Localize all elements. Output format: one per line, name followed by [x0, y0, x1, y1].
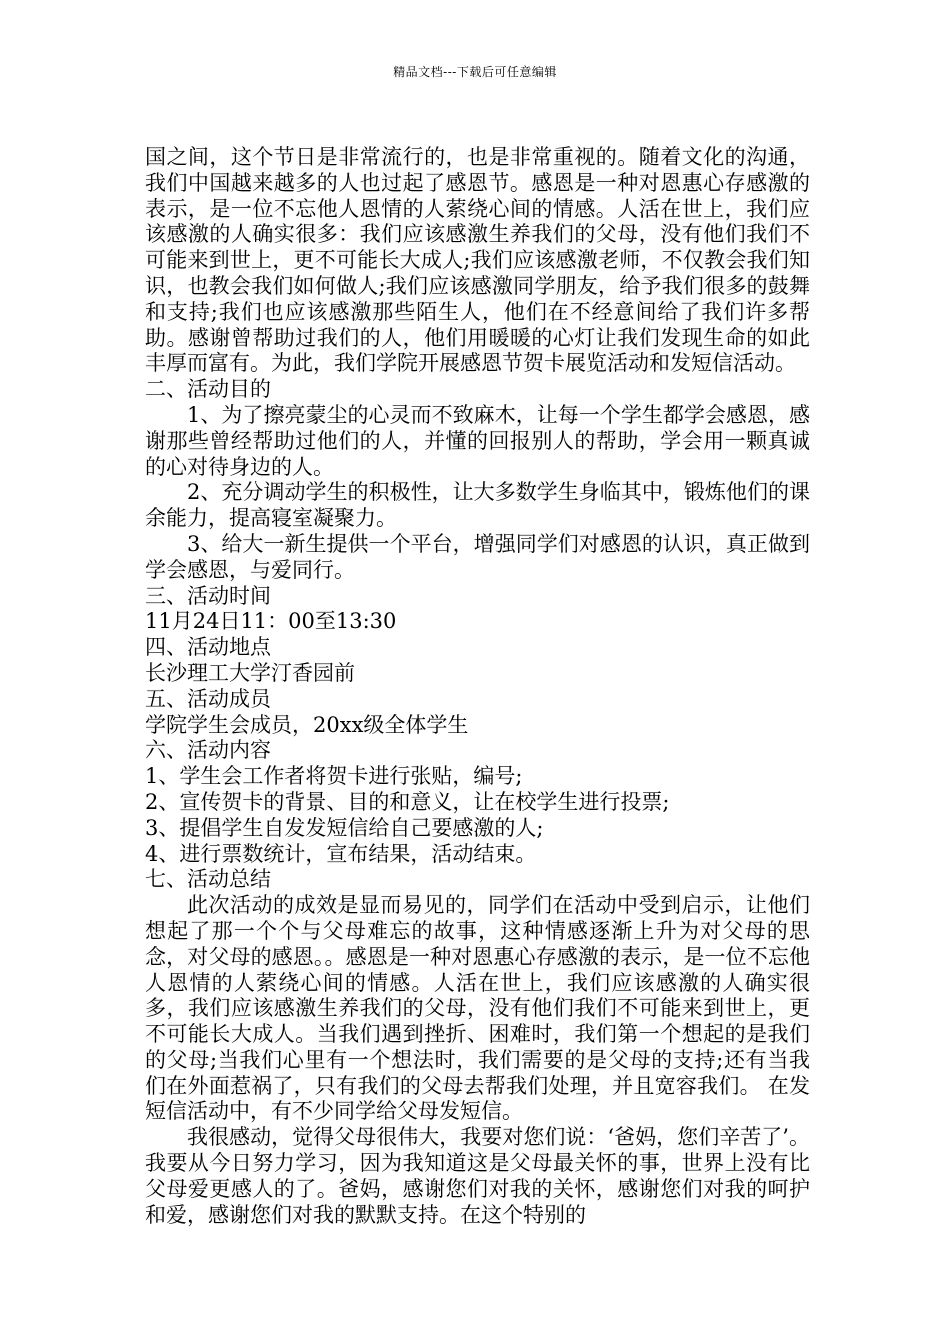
intro-paragraph: 国之间，这个节日是非常流行的，也是非常重视的。随着文化的沟通，我们中国越来越多的人也过起了感恩节。感恩是一种对恩惠心存感激的表示，是一位不忘他人恩情的人萦绕心间的情感。人活在世上，我们应该感激的人确实很多：我们应该感激生养我们的父母，没有他们我们不可能来到世上，更不可能长大成人;我们应该感激老师，不仅教会我们知识，也教会我们如何做人;我们应该感激同学朋友，给予我们很多的鼓舞和支持;我们也应该感激那些陌生人，他们在不经意间给了我们许多帮助。感谢曾帮助过我们的人，他们用暖暖的心灯让我们发现生命的如此丰厚而富有。为此，我们学院开展感恩节贺卡展览活动和发短信活动。 [145, 145, 810, 376]
activity-members: 学院学生会成员，20xx级全体学生 [145, 712, 469, 737]
summary-paragraph-2: 我很感动，觉得父母很伟大，我要对您们说：‘爸妈，您们辛苦了’。我要从今日努力学习，因为我知道这是父母最关怀的事，世界上没有比父母爱更感人的了。爸妈，感谢您们对我的关怀，感谢您们对我的呵护和爱，感谢您们对我的默默支持。在这个特别的 [145, 1125, 810, 1227]
content-item-1: 1、学生会工作者将贺卡进行张贴，编号; [145, 764, 523, 789]
section-heading-purpose: 二、活动目的 [145, 377, 271, 402]
activity-location: 长沙理工大学汀香园前 [145, 660, 355, 685]
purpose-paragraph-2: 2、充分调动学生的积极性，让大多数学生身临其中，锻炼他们的课余能力，提高寝室凝聚力。 [145, 480, 810, 531]
content-item-2: 2、宣传贺卡的背景、目的和意义，让在校学生进行投票; [145, 789, 670, 814]
content-item-4: 4、进行票数统计，宣布结果，活动结束。 [145, 841, 537, 866]
section-heading-content: 六、活动内容 [145, 738, 271, 763]
section-heading-members: 五、活动成员 [145, 686, 271, 711]
activity-time: 11月24日11：00至13:30 [145, 609, 397, 634]
purpose-paragraph-1: 1、为了擦亮蒙尘的心灵而不致麻木，让每一个学生都学会感恩，感谢那些曾经帮助过他们的人，并懂的回报别人的帮助，学会用一颗真诚的心对待身边的人。 [145, 402, 810, 479]
document-body [145, 145, 810, 1228]
summary-paragraph-1: 此次活动的成效是显而易见的，同学们在活动中受到启示，让他们想起了那一个个与父母难忘的故事，这种情感逐渐上升为对父母的思念，对父母的感恩。。感恩是一种对恩惠心存感激的表示，是一位不忘他人恩情的人萦绕心间的情感。人活在世上，我们应该感激的人确实很多，我们应该感激生养我们的父母，没有他们我们不可能来到世上，更不可能长大成人。当我们遇到挫折、困难时，我们第一个想起的是我们的父母;当我们心里有一个想法时，我们需要的是父母的支持;还有当我们在外面惹祸了，只有我们的父母去帮我们处理，并且宽容我们。 在发短信活动中，有不少同学给父母发短信。 [145, 893, 810, 1124]
purpose-paragraph-3: 3、给大一新生提供一个平台，增强同学们对感恩的认识，真正做到学会感恩，与爱同行。 [145, 531, 810, 582]
section-heading-location: 四、活动地点 [145, 635, 271, 660]
page-header: 精品文档---下载后可任意编辑 [393, 65, 557, 79]
content-item-3: 3、提倡学生自发发短信给自己要感激的人; [145, 815, 544, 840]
section-heading-time: 三、活动时间 [145, 583, 271, 608]
section-heading-summary: 七、活动总结 [145, 867, 271, 892]
